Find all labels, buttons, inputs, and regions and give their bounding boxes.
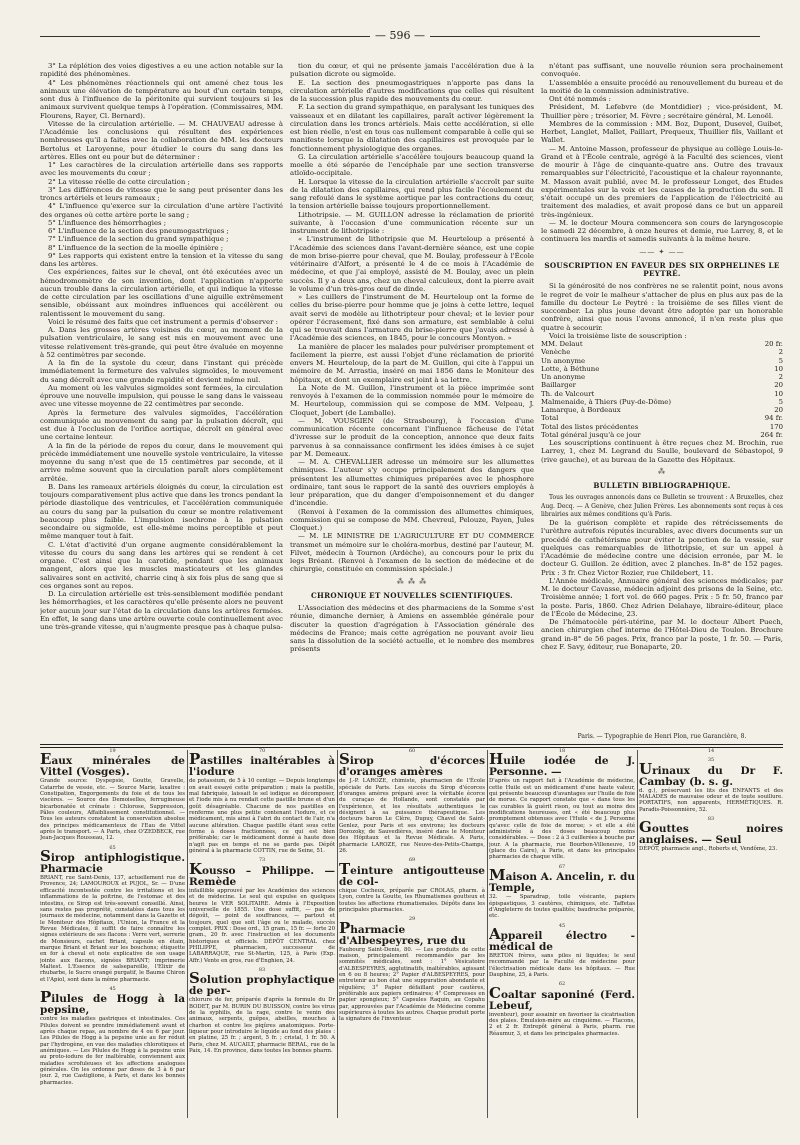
- ads-separator: [637, 750, 638, 1118]
- advertisement: [489, 864, 635, 920]
- ad-headline: Appareil électro - médical de: [489, 924, 635, 953]
- subscription-row: [541, 423, 783, 431]
- advertisement: [639, 757, 783, 813]
- article-paragraph: C. L'état d'activité d'un organe augmente considérablement la vitesse du cours du sang dans les artères qui se rendent à cet organe. C'est ainsi que la carotide, pendant que les animaux mangent, alors que les muscles masticateurs et les glandes salivaires sont en activité, charrie cinq à six fois plus de sang que si ces organes sont au repos.: [40, 540, 283, 590]
- article-paragraph: n'étant pas suffisant, une nouvelle réunion sera prochainement convoquée.: [541, 62, 783, 79]
- ads-separator: [487, 750, 488, 1118]
- article-paragraph: E. La section des pneumogastriques n'apporte pas dans la circulation artérielle d'autres modifications que celles qui résultent de la succession plus rapide des mouvements du cœur.: [290, 78, 534, 103]
- article-paragraph: » Les cuillers de l'instrument de M. Heurteloup ont la forme de celles du brise-pierre pour homme que je joins à cette lettre, lequel avait servi de modèle au lithotripteur pour cheval; et le levier pour opérer l'écrasement, fixé dans son armature, est semblable à celui qui se trouvait dans l'armature du brise-pierre que j'avais adressé à l'Académie des sciences, en 1845, pour le concours Montyon. »: [290, 293, 534, 343]
- ad-body: chique Cocheux, préparée par CROLAS, pharm. à Lyon, contre la Goutte, les Rhumatismes goutteux et toutes les affections rhumatismales. Dépôts dans les principales pharmacies.: [339, 887, 485, 913]
- subscription-amount: 170: [769, 422, 783, 431]
- ad-number: 83: [707, 816, 715, 823]
- subscription-heading: SOUSCRIPTION EN FAVEUR DES SIX ORPHELINES LE PEYTRÉ.: [544, 260, 780, 278]
- ad-number: 45: [558, 922, 566, 929]
- advertisement: [489, 748, 635, 861]
- article-paragraph: F. La section du grand sympathique, en paralysant les tuniques des vaisseaux et en dilatant les capillaires, paraît activer légèrement la circulation dans les troncs artériels. Mais cette accélération, si elle est bien réelle, n'est en tous cas nullement comparable à celle qui se manifeste lorsque la dilatation des capillaires est provoquée par le fonctionnement physiologique des organes.: [290, 103, 534, 153]
- article-paragraph: Ces expériences, faites sur le cheval, ont été exécutées avec un hémodromomètre de son invention, dont l'application n'apporte aucun trouble dans la circulation artérielle, et qui indique la vitesse de cette circulation par les oscillations d'une aiguille extrêmement sensible, obéissant aux moindres influences qui accélèrent ou ralentissent le mouvement du sang.: [40, 268, 283, 318]
- ad-body: DÉPÔT, pharmacie angl., Roberts et, Vendôme, 23.: [639, 846, 778, 853]
- subscription-row: [541, 381, 783, 389]
- subscription-row: [541, 340, 783, 348]
- ad-number: 62: [558, 981, 566, 988]
- ad-number: 65: [109, 844, 116, 851]
- column-2: [290, 62, 534, 762]
- ad-headline: Kousso – Philippe. — Remède: [189, 859, 335, 888]
- ad-number: 69: [408, 857, 416, 864]
- subscription-table: [541, 340, 783, 439]
- bulletin-item: De l'hématocèle péri-utérine, par M. le docteur Albert Puech, ancien chirurgien chef interne de l'Hôtel-Dieu de Toulon. Brochure grand in-8° de 56 pages. Prix, franco par la poste, 1 fr. 50. — Paris, chez F. Savy, éditeur, rue Bonaparte, 20.: [541, 618, 783, 651]
- ads-top-rule: [40, 744, 783, 745]
- ad-headline: Sirop antiphlogistique. Pharmacie: [40, 847, 185, 876]
- article-paragraph: Au moment où les valvules sigmoïdes sont fermées, la circulation éprouve une nouvelle impulsion, qui pousse le sang dans le vaisseau avec une vitesse moyenne de 22 centimètres par seconde.: [40, 383, 283, 409]
- subscription-amount: 20: [774, 381, 783, 390]
- ad-body: d. g.), préservant les lits des ENFANTS et des MALADES de mauvaise odeur et de toute souillure. PORTATIFS, non apparents, HERMÉTIQUES. R. Paradis-Poissonnière, 52.: [639, 787, 783, 813]
- article-paragraph: 6° L'influence de la section des pneumogastriques ;: [48, 227, 229, 235]
- article-paragraph: B. Dans les rameaux artériels éloignés du cœur, la circulation est toujours comparativement plus active que dans les troncs pendant la période diastolique des ventricules, et l'accélération communiquée au cours du sang par la pulsation du cœur se montre relativement beaucoup plus faible. L'impulsion isochrone à la pulsation secondaire ou sigmoïde, est elle-même moins perceptible et peut même manquer tout à fait.: [40, 482, 283, 541]
- ad-headline: Huile iodée de J. Personne. —: [489, 750, 635, 779]
- ad-body: D'après un rapport fait à l'Académie de médecine, cette Huile est un médicament d'une haute valeur, qui présente beaucoup d'avantages sur l'huile de foie de morue. Ce rapport constate que « dans tous les cas curables là guérit rison, ou tout au moins des modifications heureuses, ont « été beaucoup plus promptement obtenues avec l'Huile « de J. Personne qu'avec celle de foie de morue; » et elle a été administrée à des doses beaucoup moins considérables. — Dose : 2 à 3 cuillerées à bouche par jour. A la pharmacie, rue Bourbon-Villeneuve, 19 (place du Caire), à Paris, et dans les principales pharmacies de chaque ville.: [489, 778, 635, 861]
- ad-headline: Coaltar saponiné (Ferd. Lebeuf,: [489, 983, 635, 1012]
- advertisement: [40, 986, 185, 1086]
- article-paragraph: La manière de placer les malades pour pulvériser promptement et facilement la pierre, est aussi l'objet d'une réclamation de priorité envers M. Heurteloup, de la part de M. Guillon, qui cite à l'appui un mémoire de M. Arrastia, inséré en mai 1856 dans le Moniteur des hôpitaux, et dont un exemplaire est joint à sa lettre.: [290, 342, 534, 384]
- subscription-row: [541, 365, 783, 373]
- article-paragraph: (Renvoi à l'examen de la commission des allumettes chimiques, commission qui se compose de MM. Chevreul, Pelouze, Payen, Jules Cloquet.): [290, 507, 534, 532]
- subscription-amount: 94 fr.: [764, 414, 783, 423]
- subscription-amount: 5: [778, 397, 783, 406]
- article-paragraph: L'assemblée a ensuite procédé au renouvellement du bureau et de la moitié de la commission administrative.: [541, 78, 783, 95]
- advertisement: [40, 845, 185, 983]
- article-paragraph: — M. Antoine Masson, professeur de physique au collège Louis-le-Grand et à l'École centrale, agrégé à la Faculté des sciences, vient de mourir à l'âge de cinquante-quatre ans. Outre des travaux remarquables sur l'électricité, l'acoustique et la chaleur rayonnante, M. Masson avait publié, avec M. le professeur Longet, des Études expérimentales sur la voix et les causes de la production du son. Il s'était occupé un des premiers de l'application de l'électricité au traitement des maladies, et avait proposé dans ce but un appareil très-ingénieux.: [541, 144, 783, 219]
- article-paragraph: 3° Les différences de vitesse que le sang peut présenter dans les troncs artériels et leurs rameaux ;: [40, 185, 283, 202]
- article-paragraph: La Note de M. Guillon, l'instrument et la pièce imprimée sont renvoyés à l'examen de la commission nommée pour le mémoire de M. Heurteloup, commission qui se compose de MM. Velpeau, J. Cloquet, Jobert (de Lamballe).: [290, 383, 534, 417]
- subscriber-name: Th. de Valcourt: [541, 389, 595, 398]
- ad-body: contre les maladies gastriques et intestinales. Ces Pilules doivent se prendre immédiatement avant et après chaque repas, au nombre de 4 ou 6 par jour. Les Pilules de Hogg à la pepsine unie au fer réduit par l'hydrogène, en vue des maladies chlorotiques et anémiques. — Les Pilules de Hogg à la pepsine unie au proto-iodure de fer inaltérable, conviennent aux maladies scrofuleuses et les affections analogues générales. On les ordonne par doses de 3 à 6 par jour. 2, rue Castiglione, à Paris, et dans les bonnes pharmacies.: [40, 1016, 185, 1086]
- ad-headline: Eaux minérales de Vittel (Vosges).: [40, 750, 185, 779]
- article-paragraph: Membres de la commission : MM. Boz, Dupont, Dusevel, Guibet, Herbet, Langlet, Mallet, Paillart, Prequeux, Thuillier fils, Vaillant et Wallet.: [541, 119, 783, 145]
- subscription-amount: 20 fr.: [764, 340, 783, 348]
- advertisement: [189, 967, 335, 1054]
- ornament-divider: ⁂ ⁂ ⁂: [396, 577, 428, 586]
- subscriber-name: Lotte, à Béthune: [541, 364, 600, 373]
- subscriber-name: MM. Delaut: [541, 340, 583, 348]
- article-paragraph: A la fin de la période de repos du cœur, dans le mouvement qui précède immédiatement une nouvelle systole ventriculaire, la vitesse moyenne du sang n'est que de 15 centimètres par seconde, et il arrive même souvent que la circulation paraît alors complètement arrêtée.: [40, 441, 283, 483]
- ad-number: 14: [707, 748, 715, 754]
- page-number: — 596 —: [0, 29, 800, 42]
- bulletin-item: L'Année médicale, Annuaire général des sciences médicales; par M. le docteur Cavasse, médecin adjoint des prisons de la Seine, etc. Troisième année; 1 fort vol. de 660 pages. Prix : 5 fr. 50, franco par la poste. Paris, 1860. Chez Adrien Delahaye, libraire-éditeur, place de l'École de Médecine, 23.: [541, 576, 783, 618]
- ad-number: 67: [558, 863, 566, 870]
- ad-number: 19: [109, 748, 116, 754]
- subscription-amount: 20: [774, 406, 783, 414]
- subscription-amount: 2: [778, 348, 783, 357]
- ad-number: 73: [258, 857, 266, 864]
- article-paragraph: 8° L'influence de la section de la moelle épinière ;: [48, 243, 224, 252]
- ad-body: inventeur), pour assainir en favoriser la cicatrisation des plaies. Émulsion-mère au cinquième. — Flacons, 2 et 2 fr. Entrepôt général à Paris, pharm. rue Réaumur, 3, et dans les principales pharmacies.: [489, 1011, 635, 1037]
- ads-column-2: [189, 748, 335, 1118]
- article-paragraph: D. La circulation artérielle est très-sensiblement modifiée pendant les hémorrhagies, et les caractères qu'elle présente alors ne peuvent jeter aucun jour sur l'état de la circulation dans les artères fermées. En effet, le sang dans une artère ouverte coule continuellement avec une très-grande vitesse, qui n'augmente presque pas à chaque pulsa-: [40, 590, 283, 631]
- ornament-divider: —— ✦ ——: [639, 247, 685, 256]
- article-paragraph: 4° L'influence qu'exerce sur la circulation d'une artère l'activité des organes où cette artère porte le sang ;: [40, 202, 283, 219]
- subscription-amount: 10: [774, 389, 783, 398]
- ads-separator: [187, 750, 188, 1118]
- ads-separator: [337, 750, 338, 1118]
- article-paragraph: 3° La réplétion des voies digestives a eu une action notable sur la rapidité des phénomènes.: [40, 62, 283, 79]
- article-paragraph: Après la fermeture des valvules sigmoïdes, l'accélération communiquée au mouvement du sang par la pulsation décroît, qui est due à l'occlusion de l'orifice aortique, décroît en général avec une certaine lenteur.: [40, 408, 283, 442]
- ad-headline: Pastilles inaltérables à l'iodure: [189, 750, 335, 779]
- ad-number: 45: [109, 985, 116, 992]
- ad-body: de J.-P. LAROZE, chimiste, pharmacien de l'École spéciale de Paris. Les succès du Sirop d'écorces d'oranges amères préparé avec la véritable écorce du curaçao de Hollande, sont constatés par l'expérience, et les résultats authentiques le désignent à sa puissance thérapeutique. Les docteurs baron Le Clère, Dupuy, Chavel de Saint-Genlez, pour Paris et ses environs; les docteurs Dorozoky, de Sauvedières, inséré dans le Moniteur des Hôpitaux et la Revue Médicale. A Paris, pharmacie LAROZE, rue Neuve-des-Petits-Champs, 26.: [339, 778, 485, 855]
- subscription-amount: 5: [778, 356, 783, 365]
- article-paragraph: Voici le résumé des faits que cet instrument a permis d'observer :: [48, 317, 278, 326]
- ad-body: BRETON frères, sans piles ni liquides; le seul recommandé par la Faculté de médecine pour l'électrisation médicale dans les hôpitaux. — Rue Dauphine, 25, à Paris.: [489, 952, 635, 978]
- chronicle-paragraph: L'Association des médecins et des pharmaciens de la Somme s'est réunie, dimanche dernier, à Amiens en assemblée générale pour discuter la question d'agrégation à l'Association générale des médecins de France; mais cette agrégation ne pouvant avoir lieu sans la dissolution de la société actuelle, et le nombre des membres présents: [290, 604, 534, 654]
- subscriber-name: Lamarque, à Bordeaux: [541, 406, 621, 414]
- chronicle-heading: CHRONIQUE ET NOUVELLES SCIENTIFIQUES.: [311, 590, 513, 600]
- subscription-intro: Si la générosité de nos confrères ne se ralentit point, nous avons le regret de voir le malheur s'attacher de plus en plus aux pas de la famille du docteur Le Peytré : la troisième de ses filles vient de succomber. La plus jeune devant être adoptée par un honorable confrère, ainsi que nous l'avons annoncé, il n'en reste plus que quatre à secourir.: [541, 282, 783, 332]
- ad-body: infaillible approuvé par les Académies des sciences et de médecine. Le seul qui expulse en quelques heures le VER SOLITAIRE. Admis à l'Exposition universelle de 1855. Une dose suffit, — pas de dégoût, — point de souffrances, — partout et toujours, quel que soit l'âge ou le malade, succès complet. PRIX : Dose ord., 15 gram., 15 fr. — forte 20 gram., 20 fr. avec l'instruction et les documents historiques et officiels. DÉPÔT CENTRAL chez PHILIPPE, pharmacien, successeur de LABARRAQUE, rue St-Martin, 125, à Paris (Exp. Affr.) Vente en gros, rue d'Enghien, 24.: [189, 887, 335, 964]
- ad-headline: Maison A. Ancelin, r. du Temple,: [489, 866, 635, 895]
- ad-number: 35: [707, 757, 715, 764]
- ad-body: chlorure de fer, préparée d'après la formule du Dr BODET, par M. BURIN DU BUISSON, contre les virus de la syphilis, de la rage, contre le venin des animaux, serpents, guêpes, abeilles, mouches à charbon et contre les piqûres anatomiques. Porte-liqueur pour introduire le liquide au fond des plaies : en platine, 25 fr. ; argent, 5 fr. ; cristal, 1 fr. 50. A Paris, chez M. AUCAILT, pharmacie BERAL, rue de la Paix, 14. En province, dans toutes les bonnes pharm.: [189, 997, 335, 1055]
- article-paragraph: — M. LE MINISTRE DE L'AGRICULTURE ET DU COMMERCE transmet un mémoire sur le choléra-morbus, destiné par l'auteur, M. Filvet, médecin à Tournon (Ardèche), au concours pour le prix du legs Bréant. (Renvoi à l'examen de la section de médecine et de chirurgie, constituée en commission spéciale.): [290, 532, 534, 574]
- ad-headline: Solution prophylactique de per-: [189, 969, 335, 998]
- bulletin-item: De la guérison complète et rapide des rétrécissements de l'urèthre autrefois réputés incurables, avec divers documents sur un procédé de cathétérisme pour éviter la ponction de la vessie, sur quelques cas remarquables de lithotripsie, et sur un appel à l'Académie de médecine contre une décision erronée, par M. le docteur G. Guillon. 2e édition, avec 2 planches. In-8° de 152 pages. Prix : 3 fr. Chez Victor Rozier, rue Childebert, 11.: [541, 519, 783, 577]
- ad-headline: Urinaux du Dr F. Cambay (b. s. g.: [639, 759, 783, 788]
- subscription-lead: Voici la troisième liste de souscription :: [549, 331, 687, 340]
- ad-headline: Teinture antigoutteuse de col-: [339, 859, 485, 888]
- subscriber-name: Total des listes précédentes: [541, 422, 639, 431]
- article-paragraph: G. La circulation artérielle s'accélère toujours beaucoup quand la moelle a été séparée de l'encéphale par une section transverse atloïdo-occipitale.: [290, 152, 534, 178]
- ad-body: 32. — Sparadrap, toile vésicante, papiers épispastiques, 3 cautères, chimiques, etc. Taffetas d'Angleterre de toutes qualités; baudruche préparée, etc.: [489, 894, 635, 920]
- ad-headline: Gouttes noires anglaises. — Seul: [639, 818, 783, 847]
- article-paragraph: Président, M. Lefebvre (de Montdidier) ; vice-président, M. Thuillier père ; trésorier, M. Fèvre ; secrétaire général, M. Lenoël.: [541, 103, 783, 120]
- article-paragraph: 4° Les phénomènes réactionnels qui ont amené chez tous les animaux une élévation de température au bout d'un certain temps, sont dus à l'influence de la péritonite qui survient toujours si les animaux survivent quelque temps à l'opération. (Commissaires, MM. Flourens, Rayer, Cl. Bernard).: [40, 78, 283, 120]
- advertisement: [339, 857, 485, 913]
- ad-number: 60: [408, 748, 416, 754]
- article-paragraph: — M. A. CHEVALLIER adresse un mémoire sur les allumettes chimiques. L'auteur s'y occupe principalement des dangers que présentent les allumettes chimiques préparées avec le phosphore ordinaire, tant sous le rapport de la santé des ouvriers employés à leur préparation, que du danger d'empoisonnement et du danger d'incendie.: [290, 458, 534, 508]
- article-paragraph: 2° La vitesse réelle de cette circulation ;: [48, 177, 190, 186]
- subscription-row: [541, 373, 783, 381]
- printer-line: Paris. — Typographie de Henri Plon, rue Garancière, 8.: [577, 733, 747, 740]
- subscription-amount: 2: [778, 373, 783, 381]
- subscriber-name: Venèche: [541, 348, 571, 357]
- ads-column-3: [339, 748, 485, 1118]
- subscriber-name: Total général jusqu'à ce jour: [541, 430, 641, 439]
- subscription-row: [541, 357, 783, 365]
- article-paragraph: 7° L'influence de la section du grand sympathique ;: [48, 235, 229, 244]
- ad-headline: Pilules de Hogg à la pepsine,: [40, 988, 185, 1017]
- ornament-divider: ⁂: [658, 467, 666, 476]
- article-paragraph: 5° L'influence des hémorrhagies ;: [48, 218, 167, 227]
- subscriber-name: Total: [541, 414, 559, 423]
- ad-body: Grande source: Dyspepsie, Goutte, Gravelle, Catarrhe de vessie, etc. — Source Marie, laxative : Constipation, Engorgements du foie et de tous les viscères. — Source des Demoiselles, ferrugineuse bicarbonatée et crénate : Chlorose, Suppression, Pâles couleurs, Affaiblissement constitutionnel. — Tous les auteurs constatent la conservation absolue des principes médicamenteux de l'Eau de Vittel après le transport. — A Paris, chez O'ZEDBECK, rue Jean-Jacques Rousseau, 12.: [40, 778, 185, 842]
- advertisement: [339, 748, 485, 854]
- article-paragraph: H. Lorsque la vitesse de la circulation artérielle s'accroît par suite de la dilatation des capillaires, qui rend plus facile l'écoulement du sang refoulé dans le système aortique par les contractions du cœur, la tension artérielle baisse toujours proportionnellement.: [290, 177, 534, 211]
- subscriber-name: Malmenaide, à Thiers (Puy-de-Dôme): [541, 397, 672, 406]
- ads-column-4: [489, 748, 635, 1118]
- ad-headline: Sirop d'écorces d'oranges amères: [339, 750, 485, 779]
- subscription-row: [541, 414, 783, 422]
- advertisement: [639, 816, 783, 853]
- article-paragraph: tion du cœur, et qui ne présente jamais l'accélération due à la pulsation dicrote ou sigmoïde.: [290, 62, 534, 79]
- ad-number: 83: [258, 966, 266, 973]
- subscription-amount: 10: [774, 364, 783, 373]
- article-paragraph: Lithotripsie. — M. GUILLON adresse la réclamation de priorité suivante, à l'occasion d'une communication récente sur un instrument de lithotripsie :: [290, 210, 534, 235]
- ad-body: BRIANT, rue Saint-Denis, 137, actuellement rue de Provence, 24; LAMOUROUX et PUJOL, Sr. — D'une efficacité incontestée contre les irritations et les inflammations de la poitrine, de l'estomac et des intestins, ce Sirop est très-souvent conseillé. Ainsi, sans restes pas proprété, constatées dans tous les journaux de médecine, notamment dans la Gazette et le Moniteur des Hôpitaux, l'Union, la France et la Revue Médicales, il suffit de faire connaître les signes extérieurs de ses flacons : Verre vert, serrerie de Monsieurs, cachet Briant, capsule en étain, marque Briant et Briant sur les bouchons; étiquette en for à cheval et note explicative de son usage jointe aux flacons, signées BRIANT; imprimerie Maltest. L'Essence de salsepareille, l'Elixir de rhubarbe, le Sucre orangé purgatif, le Baume Chiron et l'Apiol, sont dans la même pharmacie.: [40, 875, 185, 983]
- ad-body: de potassium, de 5 à 10 centigr. — Depuis longtemps on avait essayé cette préparation ; mais la pastille, mal fabriquée, laissait le sel iodique se décomposer, et l'iode mis à nu rendait cette pastille brune et d'un goût désagréable. Chacune de nos pastilles en renferme une plus petite contenant l'iodure, et ce médicament, mis ainsi à l'abri du contact de l'air, n'a aucune altération. Chaque pastille étant sous cette forme à doses fractionnées, ce qui est bien préférable; car le médicament donné à haute dose n'agit pas en temps et ne se garde pas. Dépôt général à la pharmacie COTTIN, rue de Seine, 51.: [189, 778, 335, 855]
- subscriber-name: Un anonyme: [541, 373, 586, 381]
- subscription-row: [541, 348, 783, 356]
- article-paragraph: — M. VOUSGIEN (de Strasbourg), à l'occasion d'une communication récente concernant l'influence fâcheuse de l'état d'ivresse sur le produit de la conception, annonce que deux faits parvenus à sa connaissance confirment les idées émises à ce sujet par M. Demeaux.: [290, 416, 534, 458]
- article-paragraph: A la fin de la systole du cœur, dans l'instant qui précède immédiatement la fermeture des valvules sigmoïdes, le mouvement du sang décroît avec une grande rapidité et devient même nul.: [40, 359, 283, 384]
- advertisement: [40, 748, 185, 842]
- ad-body: Faubourg Saint-Denis, 80. — Les produits de cette maison, principalement recommandés par les sommités médicales, sont : 1° Vésicatoire d'ALBESPEYRES, agglutinatifs, inaltérables, agissant en 6 ou 8 heures; 2° Papier d'ALBESPEYRES, pour entretenir au bon état une suppuration abondante et régulière; 3° Papier défaillant pour cautères, préférable aux papiers ordinaires; 4° Compresses en papier spongieux; 5° Capsules Raquin, au Copahu par, approuvées par l'Académie de Médecine comme supérieures à toutes les autres. Chaque produit porte la signature de l'inventeur.: [339, 946, 485, 1023]
- bulletin-heading: BULLETIN BIBLIOGRAPHIQUE.: [593, 481, 731, 490]
- advertisement: [339, 916, 485, 1022]
- advertisement: [639, 748, 783, 754]
- article-paragraph: « L'instrument de lithotripsie que M. Heurteloup a présenté à l'Académie des sciences dans l'avant-dernière séance, est une copie de mon brise-pierre pour cheval, que M. Boulay, professeur à l'École vétérinaire d'Alfort, a présenté le 4 de ce mois à l'Académie de médecine, et que j'ai employé, assisté de M. Boulay, avec un plein succès. Il y a deux ans, chez un cheval calculeux, dont la pierre avait le volume d'un très-gros œuf de dinde.: [290, 235, 534, 293]
- column-1: [40, 62, 283, 762]
- ads-column-5: [639, 748, 783, 1118]
- article-paragraph: A. Dans les grosses artères voisines du cœur, au moment de la pulsation ventriculaire, le sang est mis en mouvement avec une vitesse relativement très-grande, qui peut être évaluée en moyenne à 52 centimètres par seconde.: [40, 326, 283, 359]
- subscriber-name: Un anonyme: [541, 356, 586, 365]
- advertisement: [189, 748, 335, 854]
- subscription-outro: Les souscriptions continuent à être reçues chez M. Brochin, rue Larrey, 1, chez M. Legrand du Saulle, boulevard de Sébastopol, 9 (rive gauche), et au bureau de la Gazette des Hôpitaux.: [541, 439, 783, 464]
- subscriber-name: Baillarger: [541, 381, 576, 390]
- article-paragraph: — M. le docteur Moura commencera son cours de laryngoscopie le samedi 22 décembre, à onze heures et demie, rue Larrey, 8, et le continuera les mardis et samedis suivants à la même heure.: [541, 218, 783, 244]
- article-paragraph: 9° Les rapports qui existent entre la tension et la vitesse du sang dans les artères.: [40, 251, 283, 268]
- advertisement: [189, 857, 335, 963]
- column-3: [541, 62, 783, 762]
- ad-number: 29: [408, 916, 416, 923]
- subscription-row: [541, 431, 783, 439]
- subscription-amount: 264 fr.: [760, 430, 783, 439]
- subscription-row: [541, 406, 783, 414]
- ad-headline: Pharmacie d'Albespeyres, rue du: [339, 918, 466, 947]
- article-paragraph: Vitesse de la circulation artérielle. — M. CHAUVEAU adresse à l'Académie les conclusions qui résultent des expériences nombreuses qu'il a faites avec la collaboration de MM. les docteurs Bertolus et Laroyenne, pour étudier le cours du sang dans les artères. Elles ont eu pour but de déterminer :: [40, 119, 283, 161]
- article-paragraph: Ont été nommés :: [549, 95, 611, 103]
- bulletin-lead: Tous les ouvrages annoncés dans ce Bulletin se trouvent : A Bruxelles, chez Aug. Decq. — A Genève, chez Julien Frères. Les abonnements sont reçus à ces librairies aux mêmes conditions qu'à Paris.: [541, 494, 783, 518]
- advertisement: [489, 981, 635, 1037]
- ad-number: 70: [258, 748, 266, 754]
- ad-number: 18: [558, 748, 566, 754]
- ads-column-1: [40, 748, 185, 1118]
- advertisement: [489, 923, 635, 979]
- subscription-row: [541, 398, 783, 406]
- article-paragraph: 1° Les caractères de la circulation artérielle dans ses rapports avec les mouvements du cœur ;: [40, 161, 283, 178]
- subscription-row: [541, 390, 783, 398]
